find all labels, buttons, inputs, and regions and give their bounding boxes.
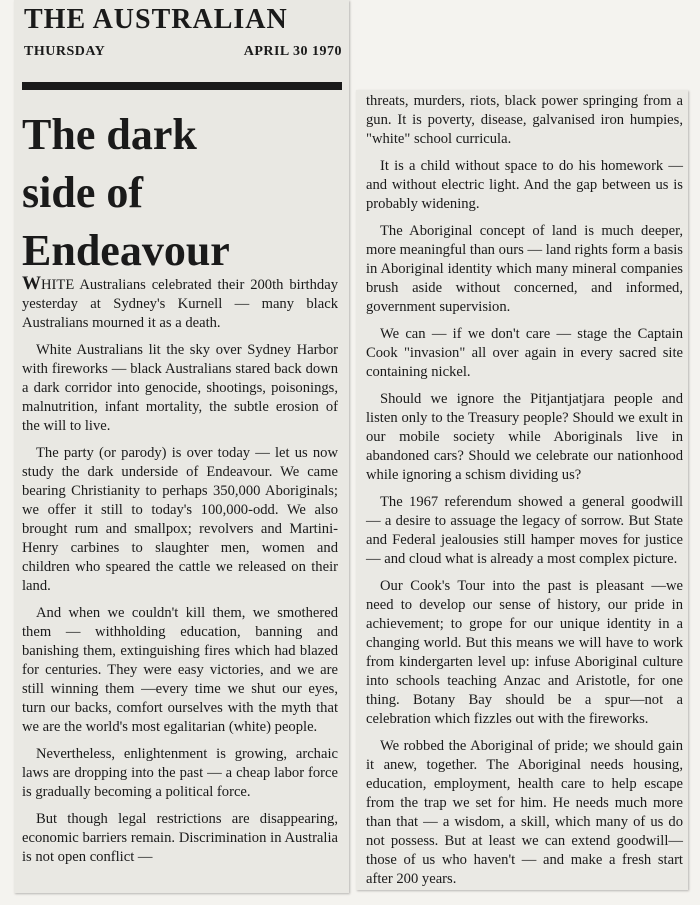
dateline-date: APRIL 30 1970 bbox=[243, 44, 342, 59]
article-column-right bbox=[366, 92, 683, 897]
drop-cap: W bbox=[22, 273, 41, 294]
paragraph: We robbed the Aboriginal of pride; we should gain it anew, together. The Aboriginal needs housing, education, employment, health care to help escape from the trap we set for him. He needs much more than that — a wisdom, a skill, which many of us do not possess. But at least we can extend goodwill— those of us who haven't — and make a fresh start after 200 years. bbox=[366, 738, 683, 887]
headline-line-1: The dark bbox=[22, 110, 197, 159]
article-column-left bbox=[22, 274, 338, 875]
newspaper-masthead: THE AUSTRALIAN bbox=[24, 4, 288, 35]
paragraph: We can — if we don't care — stage the Captain Cook "invasion" all over again in every sacred site containing nickel. bbox=[366, 326, 683, 380]
paragraph: Nevertheless, enlightenment is growing, archaic laws are dropping into the past — a cheap labor force is gradually becoming a political force. bbox=[22, 746, 338, 800]
paragraph-continued: threats, murders, riots, black power springing from a gun. It is poverty, disease, galvanised iron humpies, "white" school curricula. bbox=[366, 93, 683, 147]
paragraph: Should we ignore the Pitjantjatjara people and listen only to the Treasury people? Should we exult in our mobile society while Aboriginals live in abandoned cars? Should we celebrate our nationhood while ignoring a schism dividing us? bbox=[366, 391, 683, 483]
paragraph: White Australians lit the sky over Sydney Harbor with fireworks — black Australians stared back down a dark corridor into genocide, shootings, poisonings, malnutrition, infant mortality, the subtle erosion of the will to live. bbox=[22, 342, 338, 434]
dateline bbox=[24, 44, 342, 60]
paragraph-lead bbox=[22, 274, 338, 333]
paragraph: The Aboriginal concept of land is much deeper, more meaningful than ours — land rights form a basis in Aboriginal identity which many mineral companies brush aside without concerned, and informed, government supervision. bbox=[366, 223, 683, 315]
headline-line-2: side of bbox=[22, 168, 143, 217]
paragraph: The 1967 referendum showed a general goodwill — a desire to assuage the legacy of sorrow. But State and Federal jealousies still hamper moves for justice — and cloud what is already a most complex picture. bbox=[366, 494, 683, 567]
paragraph-lead-text: HITE Australians celebrated their 200th birthday yesterday at Sydney's Kurnell — many black Australians mourned it as a death. bbox=[22, 277, 338, 331]
paragraph: And when we couldn't kill them, we smothered them — withholding education, banning and banishing them, extinguishing fires which had blazed for centuries. They were easy victories, and we are still winning them —every time we shut our eyes, turn our backs, comfort ourselves with the myth that we are the world's most egalitarian (white) people. bbox=[22, 605, 338, 735]
headline-line-3: Endeavour bbox=[22, 226, 230, 275]
masthead-rule bbox=[22, 82, 342, 90]
article-headline bbox=[22, 106, 342, 280]
paragraph: But though legal restrictions are disappearing, economic barriers remain. Discrimination in Australia is not open conflict — bbox=[22, 811, 338, 865]
dateline-day: THURSDAY bbox=[24, 44, 106, 59]
paragraph: The party (or parody) is over today — let us now study the dark underside of Endeavour. We came bearing Christianity to perhaps 350,000 Aboriginals; we offer it still to today's 100,000-odd. We also brought rum and smallpox; revolvers and Martini-Henry carbines to slaughter men, women and children who speared the cattle we released on their land. bbox=[22, 445, 338, 594]
paragraph: It is a child without space to do his homework — and without electric light. And the gap between us is probably widening. bbox=[366, 158, 683, 212]
paragraph: Our Cook's Tour into the past is pleasant —we need to develop our sense of history, our pride in achievement; to grope for our unique identity in a changing world. But this means we will have to work from kindergarten level up: infuse Aboriginal culture into schools teaching Anzac and Aristotle, for one thing. Botany Bay should be a spur—not a celebration which fizzles out with the fireworks. bbox=[366, 578, 683, 727]
